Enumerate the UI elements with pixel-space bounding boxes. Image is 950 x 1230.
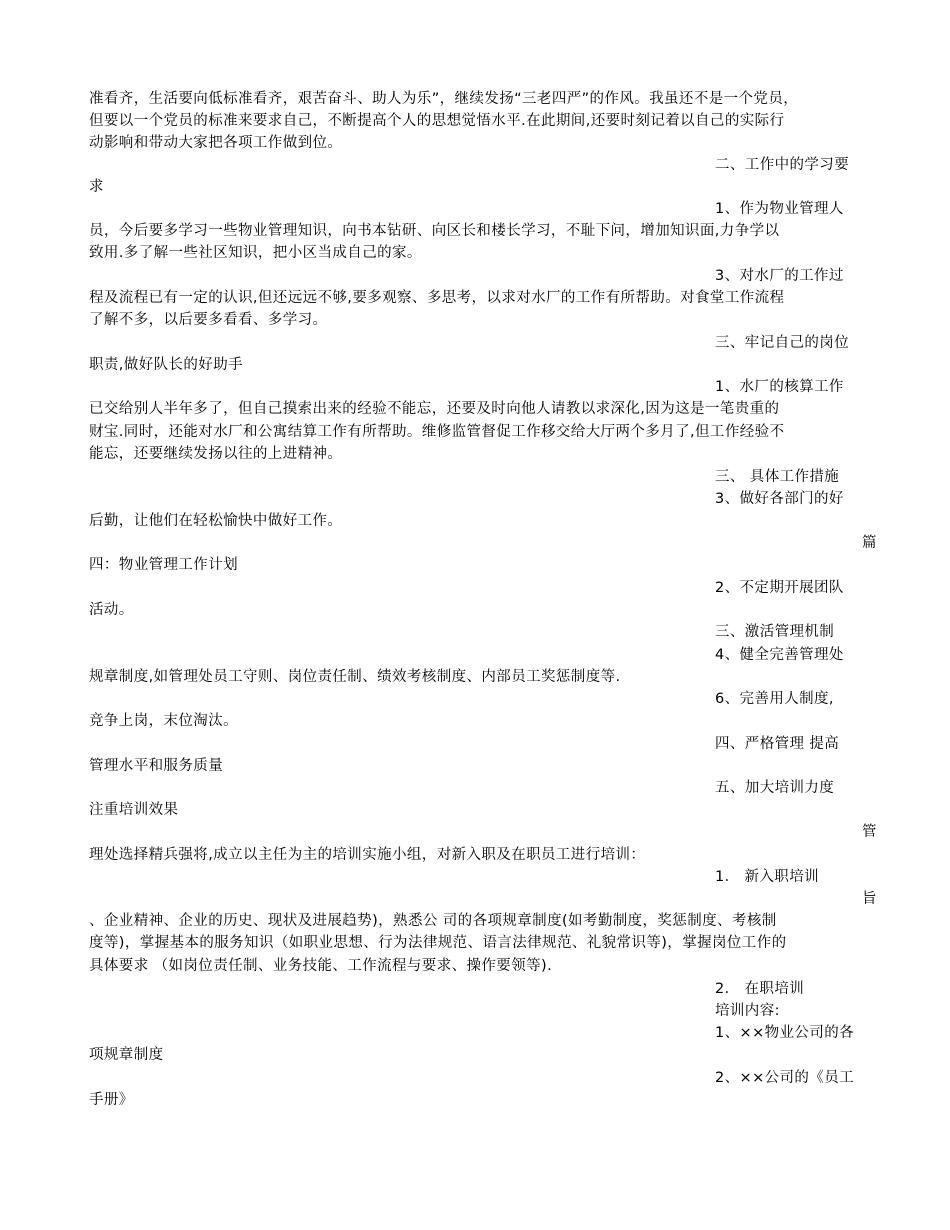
section-heading-mechanism: 三、激活管理机制 bbox=[715, 624, 835, 640]
training-content-label: 培训内容: bbox=[715, 1003, 780, 1019]
text-line-27: 规章制度,如管理处员工守则、岗位责任制、绩效考核制度、内部员工奖惩制度等. bbox=[89, 669, 621, 685]
text-line-31: 管理水平和服务质量 bbox=[89, 758, 224, 774]
text-line-13: 职责,做好队长的好助手 bbox=[89, 357, 244, 373]
text-line-35: 理处选择精兵强将,成立以主任为主的培训实施小组，对新入职及在职员工进行培训： bbox=[89, 847, 646, 863]
text-line-15: 已交给别人半年多了，但自己摸索出来的经验不能忘，还要及时向他人请教以求深化,因为这是一笔贵重的 bbox=[89, 401, 780, 417]
text-line-39: 度等)，掌握基本的服务知识（如职业思想、行为法律规范、语言法律规范、礼貌常识等)，掌握岗位工作的 bbox=[89, 935, 787, 951]
text-line-16: 财宝.同时，还能对水厂和公寓结算工作有所帮助。维修监管督促工作移交给大厅两个多月了,但工作经验不 bbox=[89, 424, 785, 440]
text-line-46: 手册》 bbox=[89, 1092, 134, 1108]
section-heading-management: 四、严格管理 提高 bbox=[715, 736, 840, 752]
text-line-2: 但要以一个党员的标准来要求自己，不断提高个人的思想觉悟水平.在此期间,还要时刻记着以自己的实际行 bbox=[89, 113, 785, 129]
section-heading-measures: 三、 具体工作措施 bbox=[715, 469, 840, 485]
list-item-rules: 4、健全完善管理处 bbox=[715, 647, 844, 663]
text-line-8: 致用.多了解一些社区知识，把小区当成自己的家。 bbox=[89, 245, 422, 261]
list-item-logistics: 3、做好各部门的好 bbox=[715, 491, 844, 507]
text-line-10: 程及流程已有一定的认识,但还远远不够,要多观察、多思考，以求对水厂的工作有所帮助。对食堂工作流程 bbox=[89, 290, 785, 306]
section-title-plan: 四：物业管理工作计划 bbox=[89, 557, 238, 573]
list-item-3-start: 3、对水厂的工作过 bbox=[715, 268, 844, 284]
list-item-1-start: 1、作为物业管理人 bbox=[715, 201, 844, 217]
text-fragment-guan: 管 bbox=[862, 824, 877, 840]
list-item-hiring: 6、完善用人制度, bbox=[715, 691, 834, 707]
text-fragment-pian: 篇 bbox=[862, 535, 877, 551]
text-line-24: 活动。 bbox=[89, 602, 134, 618]
text-line-1: 准看齐，生活要向低标准看齐，艰苦奋斗、助人为乐”，继续发扬“三老四严”的作风。我虽还不是一个党员， bbox=[89, 91, 799, 107]
text-line-17: 能忘，还要继续发扬以往的上进精神。 bbox=[89, 446, 343, 462]
section-heading-duty: 三、牢记自己的岗位 bbox=[715, 335, 850, 351]
text-line-29: 竞争上岗，末位淘汰。 bbox=[89, 713, 238, 729]
text-line-40: 具体要求 （如岗位责任制、业务技能、工作流程与要求、操作要领等). bbox=[89, 958, 553, 974]
text-line-44: 项规章制度 bbox=[89, 1047, 164, 1063]
section-heading-training: 五、加大培训力度 bbox=[715, 780, 835, 796]
content-item-1: 1、××物业公司的各 bbox=[715, 1025, 855, 1041]
text-line-38: 、企业精神、企业的历史、现状及进展趋势)，熟悉公 司的各项规章制度(如考勤制度，奖惩制度、考核制 bbox=[89, 913, 777, 929]
text-line-3: 动影响和带动大家把各项工作做到位。 bbox=[89, 135, 343, 151]
list-item-in-service: 2． 在职培训 bbox=[715, 981, 805, 997]
text-line-5: 求 bbox=[89, 179, 104, 195]
section-heading-study: 二、工作中的学习要 bbox=[715, 157, 850, 173]
list-item-water-plant: 1、水厂的核算工作 bbox=[715, 379, 844, 395]
list-item-team: 2、不定期开展团队 bbox=[715, 580, 844, 596]
text-line-7: 员，今后要多学习一些物业管理知识，向书本钻研、向区长和楼长学习，不耻下问，增加知识面,力争学以 bbox=[89, 223, 780, 239]
text-fragment-zhi: 旨 bbox=[862, 891, 877, 907]
content-item-2: 2、××公司的《员工 bbox=[715, 1070, 855, 1086]
text-line-11: 了解不多，以后要多看看、多学习。 bbox=[89, 312, 328, 328]
list-item-new-hire: 1． 新入职培训 bbox=[715, 869, 820, 885]
text-line-33: 注重培训效果 bbox=[89, 802, 179, 818]
text-line-20: 后勤，让他们在轻松愉快中做好工作。 bbox=[89, 513, 343, 529]
